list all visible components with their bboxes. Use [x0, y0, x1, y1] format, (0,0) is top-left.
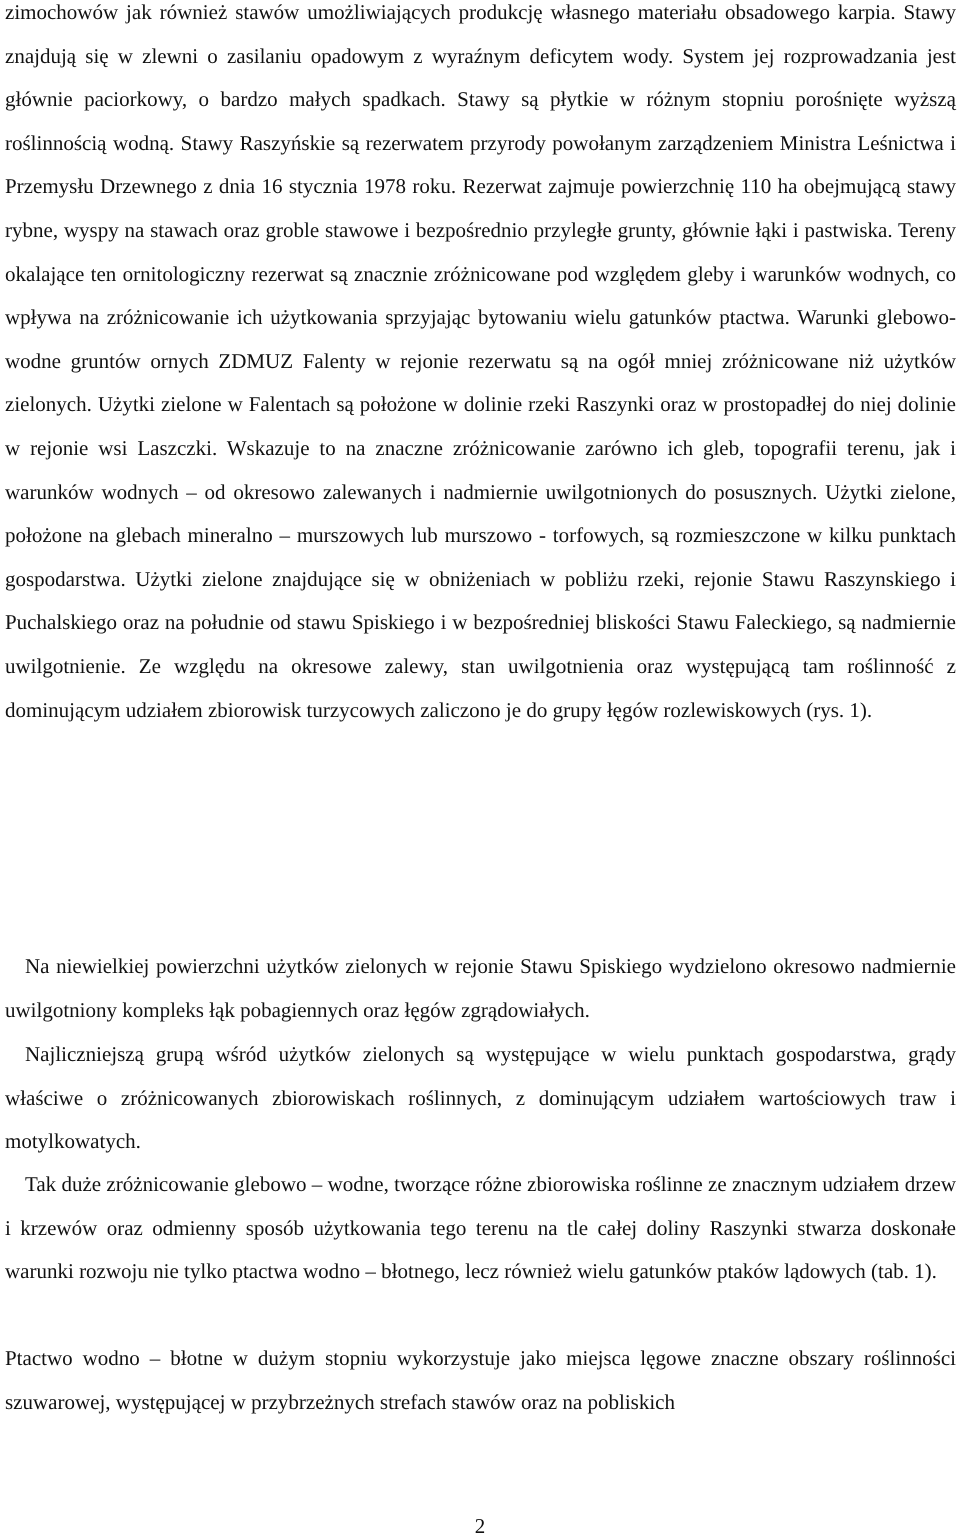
paragraph-spiski-pond: Na niewielkiej powierzchni użytków zielonych w rejonie Stawu Spiskiego wydzielono okresowo nadmiernie uwilgotniony kompleks łąk pobagiennych oraz łęgów zgrądowiałych.	[5, 954, 956, 1022]
paragraph-diversity: Tak duże zróżnicowanie glebowo – wodne, tworzące różne zbiorowiska roślinne ze znacznym udziałem drzew i krzewów oraz odmienny sposób użytkowania tego terenu na tle całej doliny Raszynki stwarza doskonałe warunki rozwoju nie tylko ptactwa wodno – błotnego, lecz również wielu gatunków ptaków lądowych (tab. 1).	[5, 1172, 956, 1284]
paragraph-ponds-and-reserve: zimochowów jak również stawów umożliwiających produkcję własnego materiału obsadowego karpia. Stawy znajdują się w zlewni o zasilaniu opadowym z wyraźnym deficytem wody. System jej rozprowadzania jest głównie paciorkowy, o bardzo małych spadkach. Stawy są płytkie w różnym stopniu porośnięte wyższą roślinnością wodną. Stawy Raszyńskie są rezerwatem przyrody powołanym zarządzeniem Ministra Leśnictwa i Przemysłu Drzewnego z dnia 16 stycznia 1978 roku. Rezerwat zajmuje powierzchnię 110 ha obejmującą stawy rybne, wyspy na stawach oraz groble stawowe i bezpośrednio przyległe grunty, głównie łąki i pastwiska. Tereny okalające ten ornitologiczny rezerwat są znacznie zróżnicowane pod względem gleby i warunków wodnych, co wpływa na zróżnicowanie ich użytkowania sprzyjając bytowaniu wielu gatunków ptactwa. Warunki glebowo-wodne gruntów ornych ZDMUZ Falenty w rejonie rezerwatu są na ogół mniej zróżnicowane niż użytków zielonych. Użytki zielone w Falentach są położone w dolinie rzeki Raszynki oraz w prostopadłej do niej dolinie w rejonie wsi Laszczki. Wskazuje to na znaczne zróżnicowanie zarówno ich gleb, topografii terenu, jak i warunków wodnych – od okresowo zalewanych i nadmiernie uwilgotnionych do posusznych. Użytki zielone, położone na glebach mineralno – murszowych lub murszowo - torfowych, są rozmieszczone w kilku punktach gospodarstwa. Użytki zielone znajdujące się w obniżeniach w pobliżu rzeki, rejonie Stawu Raszynskiego i Puchalskiego oraz na południe od stawu Spiskiego i w bezpośredniej bliskości Stawu Faleckiego, są nadmiernie uwilgotnienie. Ze względu na okresowe zalewy, stan uwilgotnienia oraz występującą tam roślinność z dominującym udziałem zbiorowisk turzycowych zaliczono je do grupy łęgów rozlewiskowych (rys. 1).	[5, 0, 956, 722]
paragraph-grady: Najliczniejszą grupą wśród użytków zielonych są występujące w wielu punktach gospodarstwa, grądy właściwe o zróżnicowanych zbiorowiskach roślinnych, z dominującym udziałem wartościowych traw i motylkowatych.	[5, 1042, 956, 1154]
paragraph-waterfowl: Ptactwo wodno – błotne w dużym stopniu wykorzystuje jako miejsca lęgowe znaczne obszary roślinności szuwarowej, występującej w przybrzeżnych strefach stawów oraz na pobliskich	[5, 1346, 956, 1414]
page-number: 2	[474, 1514, 486, 1538]
